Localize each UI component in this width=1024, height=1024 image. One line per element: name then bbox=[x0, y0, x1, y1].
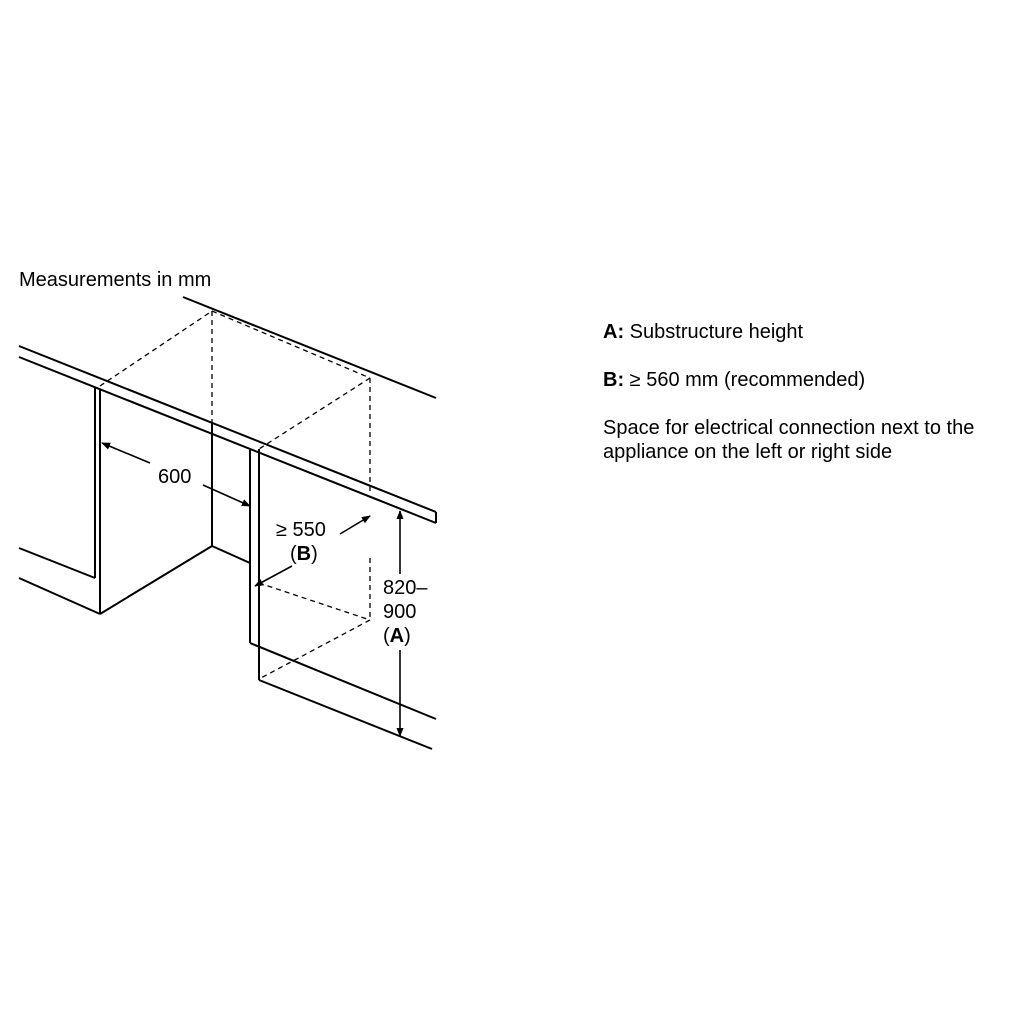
width-key-label: (B) bbox=[290, 543, 318, 565]
electrical-connection-note: Space for electrical connection next to the appliance on the left or right side bbox=[603, 417, 975, 463]
legend-text-a: Substructure height bbox=[629, 321, 804, 343]
appliance-outline bbox=[100, 311, 370, 679]
worktop bbox=[19, 297, 436, 523]
legend bbox=[603, 320, 1013, 464]
left-cabinet bbox=[19, 387, 212, 614]
legend-item-a bbox=[603, 320, 1013, 344]
height-key-label: (A) bbox=[383, 625, 411, 647]
measurements-heading: Measurements in mm bbox=[19, 269, 212, 291]
depth-label: 600 bbox=[158, 466, 192, 488]
height-label-line2: 900 bbox=[383, 601, 417, 623]
width-label: ≥ 550 bbox=[276, 519, 326, 541]
legend-text-b: ≥ 560 mm (recommended) bbox=[629, 369, 866, 391]
legend-item-b bbox=[603, 368, 1013, 392]
legend-key-a: A: bbox=[603, 321, 625, 343]
height-label-line1: 820– bbox=[383, 577, 428, 599]
legend-key-b: B: bbox=[603, 369, 625, 391]
